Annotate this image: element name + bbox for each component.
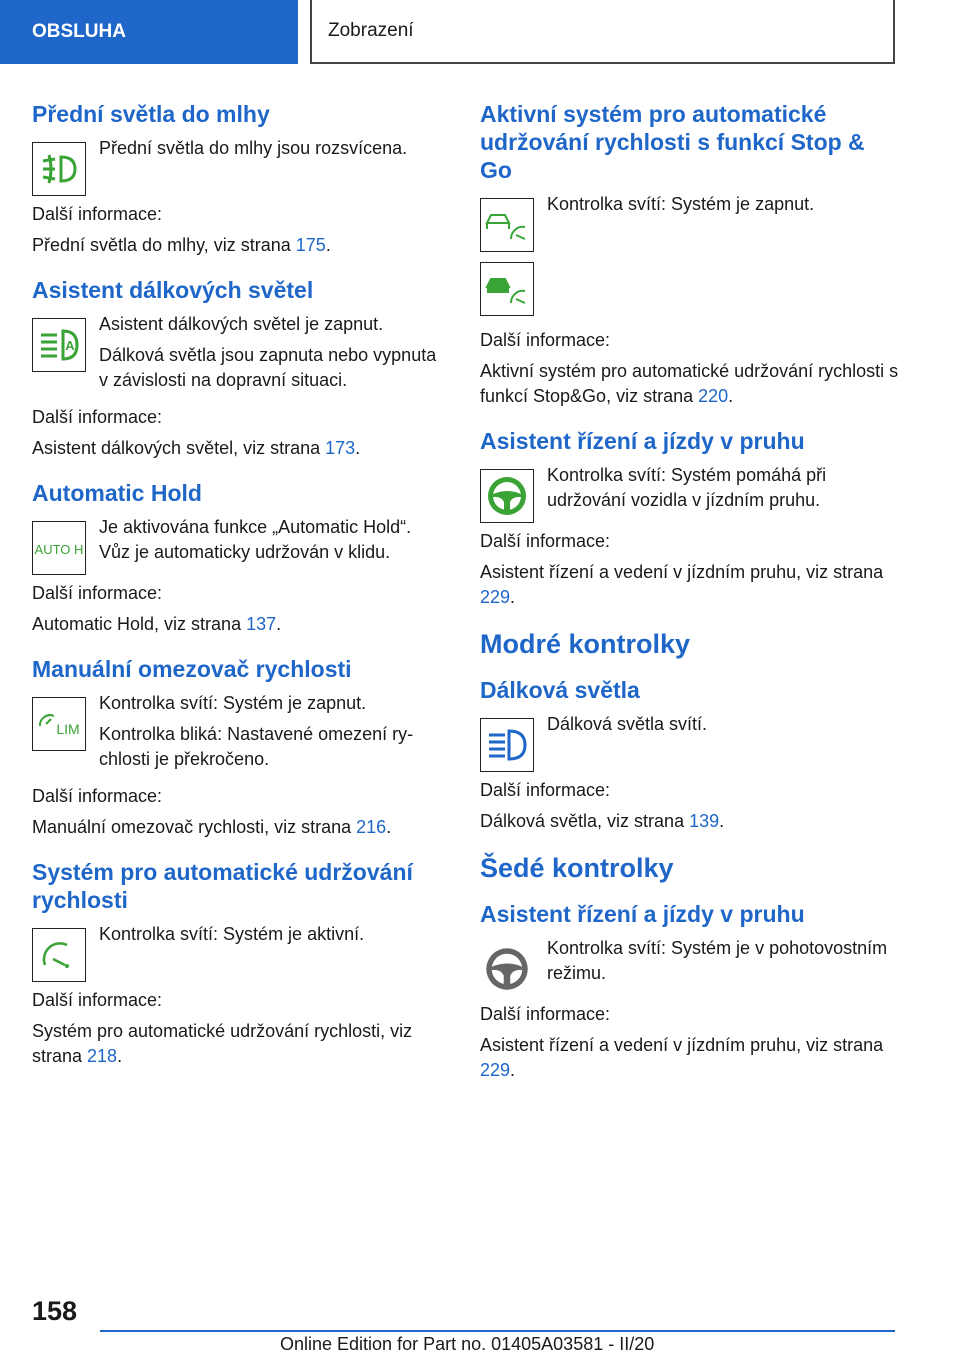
page-link[interactable]: 216 bbox=[356, 817, 387, 837]
reference bbox=[480, 809, 900, 834]
reference-dot: . bbox=[355, 438, 361, 458]
section-fog-lights bbox=[32, 100, 442, 258]
page-number: 158 bbox=[32, 1296, 78, 1326]
page-link[interactable]: 220 bbox=[698, 386, 729, 406]
reference bbox=[480, 1033, 900, 1083]
reference-dot: . bbox=[510, 587, 516, 607]
right-column bbox=[480, 100, 900, 1083]
acc-desc: Kontrolka svítí: Systém je zapnut. bbox=[547, 194, 815, 214]
auto-hold-icon bbox=[32, 521, 86, 575]
header-chapter-label: Zobrazení bbox=[328, 20, 414, 41]
more-info-label: Další informace: bbox=[480, 1004, 611, 1024]
section-active-cruise-control bbox=[480, 100, 900, 409]
page-link[interactable]: 173 bbox=[325, 438, 356, 458]
footer-divider bbox=[100, 1330, 895, 1332]
more-info-label: Další informace: bbox=[480, 330, 611, 350]
more-info-label: Další informace: bbox=[32, 786, 163, 806]
reference-text: Asistent dálkových světel, viz strana bbox=[32, 438, 326, 458]
steering-wheel-green-icon bbox=[480, 469, 534, 523]
hba-desc-2: Dálková světla jsou zapnuta nebo vypnuta v závislosti na dopravní situaci. bbox=[99, 345, 437, 390]
page-link[interactable]: 229 bbox=[480, 1060, 511, 1080]
page-link[interactable]: 229 bbox=[480, 587, 511, 607]
reference-dot: . bbox=[117, 1046, 123, 1066]
page-link[interactable]: 175 bbox=[295, 235, 326, 255]
section-title: Přední světla do mlhy bbox=[32, 101, 270, 127]
reference-dot: . bbox=[325, 235, 331, 255]
acc-icon bbox=[480, 198, 534, 252]
section-title: Aktivní systém pro automatické udržování rychlosti s funkcí Stop & Go bbox=[480, 101, 865, 183]
page-link[interactable]: 218 bbox=[87, 1046, 118, 1066]
svg-text:A: A bbox=[65, 338, 75, 353]
reference-text: Dálková světla, viz strana bbox=[480, 811, 690, 831]
cc-desc: Kontrolka svítí: Systém je aktivní. bbox=[99, 924, 365, 944]
reference-text: Systém pro automatické udržování rychlosti, viz strana bbox=[32, 1021, 413, 1066]
section-title: Manuální omezovač rychlosti bbox=[32, 656, 352, 682]
reference-dot: . bbox=[386, 817, 392, 837]
reference-text: Automatic Hold, viz strana bbox=[32, 614, 247, 634]
section-cruise-control bbox=[32, 858, 442, 1069]
more-info-label: Další informace: bbox=[480, 780, 611, 800]
reference-text: Aktivní systém pro automatické udržování rychlosti s funkcí Stop&Go, viz strana bbox=[480, 361, 899, 406]
section-lane-assistant-standby bbox=[480, 900, 900, 1083]
reference-text: Přední světla do mlhy, viz strana bbox=[32, 235, 296, 255]
beam-desc: Dálková světla svítí. bbox=[547, 714, 708, 734]
footer-edition: Online Edition for Part no. 01405A03581 - II/20 bbox=[280, 1334, 655, 1354]
section-speed-limiter bbox=[32, 655, 442, 840]
lim-desc-2: Kontrolka bliká: Nastavené omezení rychlosti je překročeno. bbox=[99, 724, 414, 769]
acc-vehicle-detected-icon bbox=[480, 262, 534, 316]
lim-desc-1: Kontrolka svítí: Systém je zapnut. bbox=[99, 693, 367, 713]
reference bbox=[32, 815, 442, 840]
section-title: Asistent řízení a jízdy v pruhu bbox=[480, 428, 805, 454]
section-title: Asistent dálkových světel bbox=[32, 277, 314, 303]
speed-limiter-icon bbox=[32, 697, 86, 751]
speed-limiter-icon-text: LIM bbox=[56, 721, 80, 737]
page-link[interactable]: 137 bbox=[246, 614, 277, 634]
high-beam-assistant-icon bbox=[32, 318, 86, 372]
section-title: Dálková světla bbox=[480, 677, 640, 703]
more-info-label: Další informace: bbox=[32, 583, 163, 603]
fog-desc: Přední světla do mlhy jsou rozsvícena. bbox=[99, 138, 408, 158]
more-info-label: Další informace: bbox=[32, 990, 163, 1010]
section-high-beam-assistant bbox=[32, 276, 442, 461]
grey-indicators-heading: Šedé kontrolky bbox=[480, 853, 674, 883]
auto-hold-icon-text: AUTO H bbox=[34, 542, 84, 557]
section-title: Asistent řízení a jízdy v pruhu bbox=[480, 901, 805, 927]
fog-light-icon bbox=[32, 142, 86, 196]
lane-desc: Kontrolka svítí: Systém pomáhá při udržování vozidla v jízdním pruhu. bbox=[547, 465, 827, 510]
section-automatic-hold bbox=[32, 479, 442, 637]
page-link[interactable]: 139 bbox=[689, 811, 720, 831]
steering-wheel-grey-icon bbox=[480, 942, 534, 996]
reference bbox=[32, 1019, 442, 1069]
section-high-beam bbox=[480, 676, 900, 834]
lane2-desc: Kontrolka svítí: Systém je v pohotovostním režimu. bbox=[547, 938, 888, 983]
cruise-control-icon bbox=[32, 928, 86, 982]
reference bbox=[32, 233, 442, 258]
more-info-label: Další informace: bbox=[32, 204, 163, 224]
reference-text: Asistent řízení a vedení v jízdním pruhu, viz strana bbox=[480, 562, 884, 582]
reference bbox=[32, 612, 442, 637]
hba-desc-1: Asistent dálkových světel je zapnut. bbox=[99, 314, 384, 334]
reference-dot: . bbox=[510, 1060, 516, 1080]
section-title: Systém pro automatické udržování rychlosti bbox=[32, 859, 413, 913]
reference bbox=[480, 359, 900, 409]
header-chapter bbox=[310, 0, 895, 64]
reference-text: Asistent řízení a vedení v jízdním pruhu, viz strana bbox=[480, 1035, 884, 1055]
reference-dot: . bbox=[276, 614, 282, 634]
reference-text: Manuální omezovač rychlosti, viz strana bbox=[32, 817, 357, 837]
more-info-label: Další informace: bbox=[480, 531, 611, 551]
reference-dot: . bbox=[719, 811, 725, 831]
reference bbox=[32, 436, 442, 461]
hold-desc: Je aktivována funkce „Automatic Hold“. Vůz je automaticky udržován v klidu. bbox=[99, 517, 412, 562]
reference-dot: . bbox=[728, 386, 734, 406]
blue-indicators-heading: Modré kontrolky bbox=[480, 629, 691, 659]
more-info-label: Další informace: bbox=[32, 407, 163, 427]
high-beam-icon bbox=[480, 718, 534, 772]
section-lane-assistant bbox=[480, 427, 900, 610]
header-section-label: OBSLUHA bbox=[32, 21, 126, 42]
reference bbox=[480, 560, 900, 610]
header-section-tab bbox=[0, 0, 298, 64]
left-column bbox=[32, 100, 442, 1069]
section-title: Automatic Hold bbox=[32, 480, 202, 506]
